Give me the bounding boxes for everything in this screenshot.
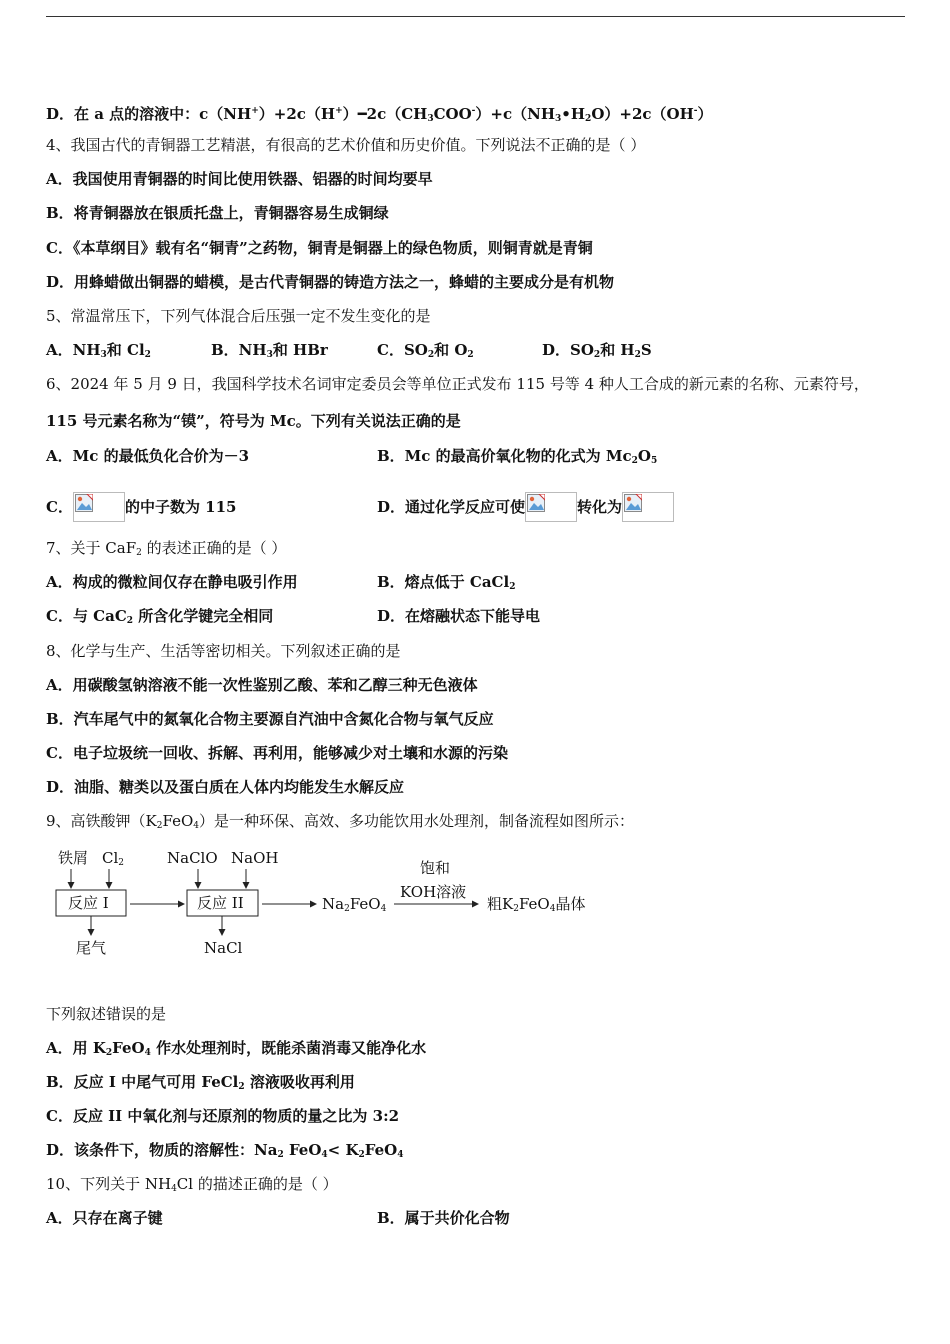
q5-option-c: C．$SO_2$和 $O_2$ bbox=[377, 341, 474, 360]
condition-saturated: 饱和 bbox=[420, 859, 451, 877]
q6-stem-line1: 6、2024 年 5 月 9 日，我国科学技术名词审定委员会等单位正式发布 115 号等 4 种人工合成的新元素的名称、元素符号， bbox=[46, 375, 869, 393]
input-naclo: NaClO bbox=[167, 849, 218, 867]
q8-option-c: C．电子垃圾统一回收、拆解、再利用，能够减少对土壤和水源的污染 bbox=[46, 744, 508, 762]
q4-stem: 4、我国古代的青铜器工艺精湛，有很高的艺术价值和历史价值。下列说法不正确的是（ ） bbox=[46, 136, 646, 154]
condition-koh-solution: KOH溶液 bbox=[400, 883, 467, 901]
broken-image-icon bbox=[525, 492, 577, 522]
q7-stem: 7、关于 CaF$_2$ 的表述正确的是（ ） bbox=[46, 539, 287, 558]
q7-option-a: A．构成的微粒间仅存在静电吸引作用 bbox=[46, 573, 298, 591]
input-chlorine: $Cl_2$ bbox=[102, 849, 125, 868]
q5-stem: 5、常温常压下，下列气体混合后压强一定不发生变化的是 bbox=[46, 307, 431, 325]
q8-option-a: A．用碳酸氢钠溶液不能一次性鉴别乙酸、苯和乙醇三种无色液体 bbox=[46, 676, 478, 694]
q5-option-b: B．$NH_3$和 HBr bbox=[211, 341, 328, 360]
q6-option-b: B．Mc 的最高价氧化物的化式为 $Mc_2O_5$ bbox=[377, 447, 658, 466]
q8-option-b: B．汽车尾气中的氮氧化合物主要源自汽油中含氮化合物与氧气反应 bbox=[46, 710, 494, 728]
q10-option-a: A．只存在离子键 bbox=[46, 1209, 163, 1227]
q6-option-c: C． 的中子数为 115 bbox=[46, 492, 237, 522]
broken-image-icon bbox=[73, 492, 125, 522]
q4-option-c: C．《本草纲目》载有名“铜青”之药物，铜青是铜器上的绿色物质，则铜青就是青铜 bbox=[46, 239, 593, 257]
q7-option-b: B．熔点低于 CaCl$_2$ bbox=[377, 573, 516, 592]
input-naoh: NaOH bbox=[231, 849, 279, 867]
q9-option-a: A．用 $K_2FeO_4$ 作水处理剂时，既能杀菌消毒又能净化水 bbox=[46, 1039, 427, 1058]
process-flow-diagram bbox=[46, 842, 606, 972]
q7-option-d: D．在熔融状态下能导电 bbox=[377, 607, 541, 625]
input-iron-scrap: 铁屑 bbox=[58, 849, 89, 867]
q8-stem: 8、化学与生产、生活等密切相关。下列叙述正确的是 bbox=[46, 642, 401, 660]
intermediate-na2feo4: $Na_2FeO_4$ bbox=[322, 895, 387, 914]
output-tail-gas: 尾气 bbox=[76, 939, 107, 957]
q4-option-b: B．将青铜器放在银质托盘上，青铜器容易生成铜绿 bbox=[46, 204, 389, 222]
q7-option-c: C．与 CaC$_2$ 所含化学键完全相同 bbox=[46, 607, 274, 626]
output-nacl: NaCl bbox=[204, 939, 243, 957]
q10-option-b: B．属于共价化合物 bbox=[377, 1209, 510, 1227]
reaction-1-label: 反应 I bbox=[68, 894, 109, 912]
q9-option-d: D．该条件下，物质的溶解性：$Na_2$ $FeO_4< K_2FeO_4$ bbox=[46, 1141, 404, 1160]
q8-option-d: D．油脂、糖类以及蛋白质在人体内均能发生水解反应 bbox=[46, 778, 405, 796]
q9-sub-stem: 下列叙述错误的是 bbox=[46, 1005, 167, 1023]
product-crude-k2feo4: 粗$K_2FeO_4$晶体 bbox=[487, 895, 586, 914]
q6-option-d: D．通过化学反应可使 转化为 bbox=[377, 492, 674, 522]
q9-option-c: C．反应 II 中氧化剂与还原剂的物质的量之比为 3:2 bbox=[46, 1107, 400, 1125]
q4-option-a: A．我国使用青铜器的时间比使用铁器、铝器的时间均要早 bbox=[46, 170, 433, 188]
q3-option-d: D．在 a 点的溶液中：$c(NH^+)+2c(H^+)━2c(CH_3COO^-)+c(NH_3•H_2O)+2c(OH^-)$ bbox=[46, 105, 713, 124]
q4-option-d: D．用蜂蜡做出铜器的蜡模，是古代青铜器的铸造方法之一，蜂蜡的主要成分是有机物 bbox=[46, 273, 615, 291]
q6-stem-line2: 115 号元素名称为“镆”，符号为 Mc。下列有关说法正确的是 bbox=[46, 412, 461, 430]
q5-option-a: A．$NH_3$和 $Cl_2$ bbox=[46, 341, 151, 360]
broken-image-icon bbox=[622, 492, 674, 522]
reaction-2-label: 反应 II bbox=[197, 894, 244, 912]
q9-option-b: B．反应 I 中尾气可用 FeCl$_2$ 溶液吸收再利用 bbox=[46, 1073, 355, 1092]
header-rule bbox=[46, 16, 905, 17]
q5-option-d: D．$SO_2$和 $H_2S$ bbox=[542, 341, 652, 360]
q9-stem: 9、高铁酸钾$(K_2FeO_4)$是一种环保、高效、多功能饮用水处理剂，制备流程如图所示： bbox=[46, 812, 635, 831]
q6-option-a: A．Mc 的最低负化合价为－3 bbox=[46, 447, 250, 465]
q10-stem: 10、下列关于 $NH_4Cl$ 的描述正确的是（ ） bbox=[46, 1175, 338, 1194]
